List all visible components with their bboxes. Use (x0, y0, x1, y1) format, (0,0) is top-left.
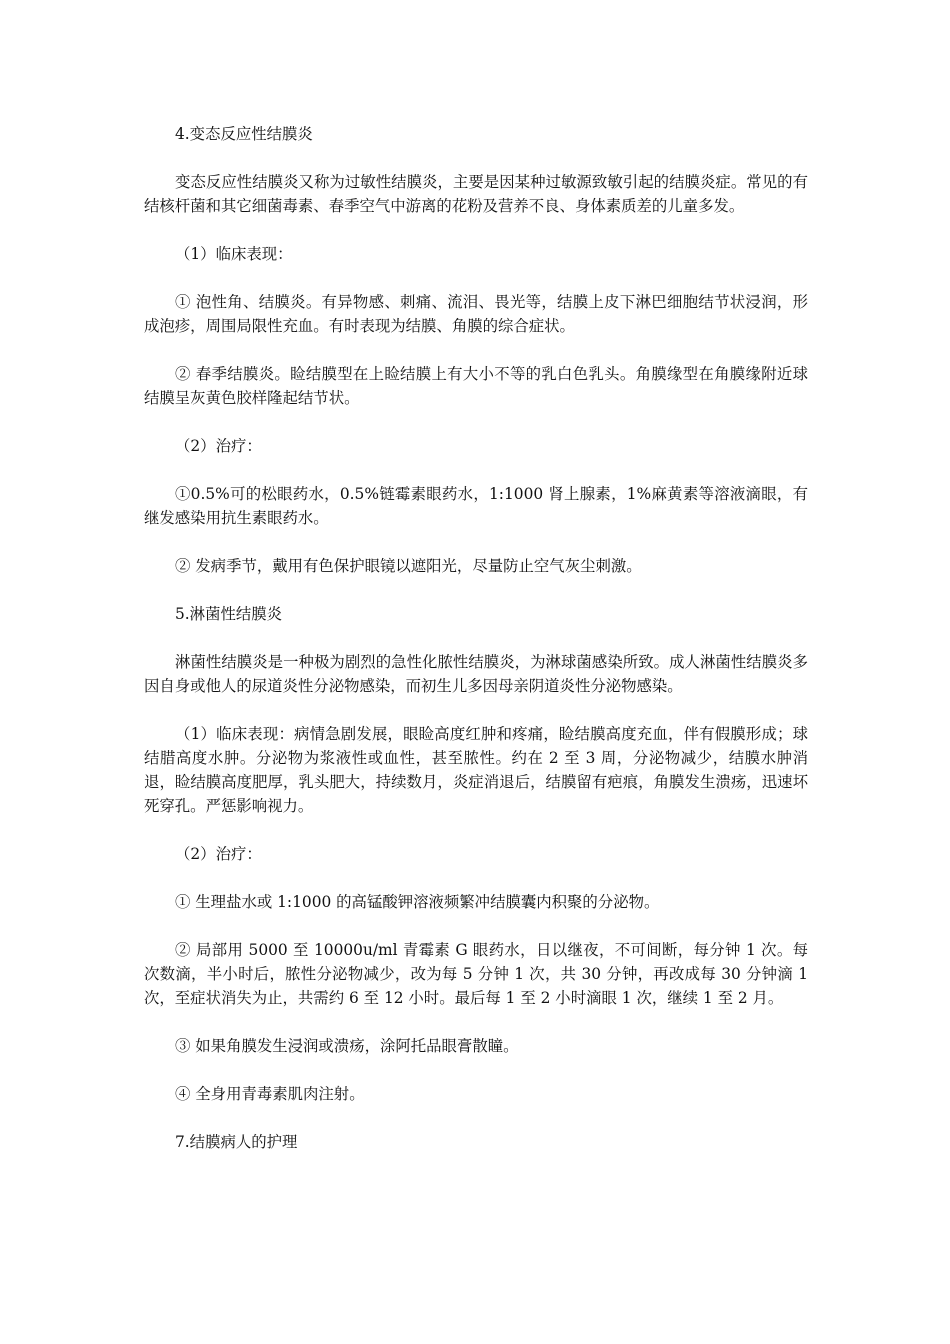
paragraph-treatment-glasses: ② 发病季节，戴用有色保护眼镜以遮阳光，尽量防止空气灰尘刺激。 (175, 557, 642, 575)
paragraph-phlyctenular: ① 泡性角、结膜炎。有异物感、刺痛、流泪、畏光等，结膜上皮下淋巴细胞结节状浸润，形成泡疹，周围局限性充血。有时表现为结膜、角膜的综合症状。 (144, 293, 808, 335)
subheading-clinical-1: （1）临床表现： (175, 245, 293, 263)
subheading-treatment-1: （2）治疗： (175, 437, 262, 455)
paragraph-treatment-atropine: ③ 如果角膜发生浸润或溃疡，涂阿托品眼膏散瞳。 (175, 1037, 519, 1055)
section-heading-allergic-conjunctivitis: 4.变态反应性结膜炎 (175, 125, 313, 143)
paragraph-gonococcal-intro: 淋菌性结膜炎是一种极为剧烈的急性化脓性结膜炎，为淋球菌感染所致。成人淋菌性结膜炎多因自身或他人的尿道炎性分泌物感染，而初生儿多因母亲阴道炎性分泌物感染。 (144, 653, 808, 695)
paragraph-allergic-intro: 变态反应性结膜炎又称为过敏性结膜炎，主要是因某种过敏源致敏引起的结膜炎症。常见的有结核杆菌和其它细菌毒素、春季空气中游离的花粉及营养不良、身体素质差的儿童多发。 (144, 173, 808, 215)
paragraph-gonococcal-clinical: （1）临床表现：病情急剧发展，眼睑高度红肿和疼痛，睑结膜高度充血，伴有假膜形成；球结腊高度水肿。分泌物为浆液性或血性，甚至脓性。约在 2 至 3 周，分泌物减少，结膜水肿消退，睑结膜高度肥厚，乳头肥大，持续数月，炎症消退后，结膜留有疤痕，角膜发生溃疡，迅速坏死穿孔。严惩影响视力。 (144, 725, 808, 815)
paragraph-treatment-drops: ①0.5%可的松眼药水，0.5%链霉素眼药水，1:1000 肾上腺素，1%麻黄素等溶液滴眼，有继发感染用抗生素眼药水。 (144, 485, 808, 527)
section-heading-nursing: 7.结膜病人的护理 (175, 1133, 298, 1151)
paragraph-treatment-penicillin: ② 局部用 5000 至 10000u/ml 青霉素 G 眼药水，日以继夜，不可间断，每分钟 1 次。每次数滴，半小时后，脓性分泌物减少，改为每 5 分钟 1 次，共 30 分钟，再改成每 30 分钟滴 1 次，至症状消失为止，共需约 6 至 12 小时。最后每 1 至 2 小时滴眼 1 次，继续 1 至 2 月。 (144, 941, 808, 1007)
section-heading-gonococcal-conjunctivitis: 5.淋菌性结膜炎 (175, 605, 283, 623)
paragraph-treatment-injection: ④ 全身用青毒素肌肉注射。 (175, 1085, 365, 1103)
paragraph-spring-conjunctivitis: ② 春季结膜炎。睑结膜型在上睑结膜上有大小不等的乳白色乳头。角膜缘型在角膜缘附近球结膜呈灰黄色胶样隆起结节状。 (144, 365, 808, 407)
document-page (144, 122, 808, 1178)
subheading-treatment-2: （2）治疗： (175, 845, 262, 863)
paragraph-treatment-rinse: ① 生理盐水或 1:1000 的高锰酸钾溶液频繁冲结膜囊内积聚的分泌物。 (175, 893, 660, 911)
